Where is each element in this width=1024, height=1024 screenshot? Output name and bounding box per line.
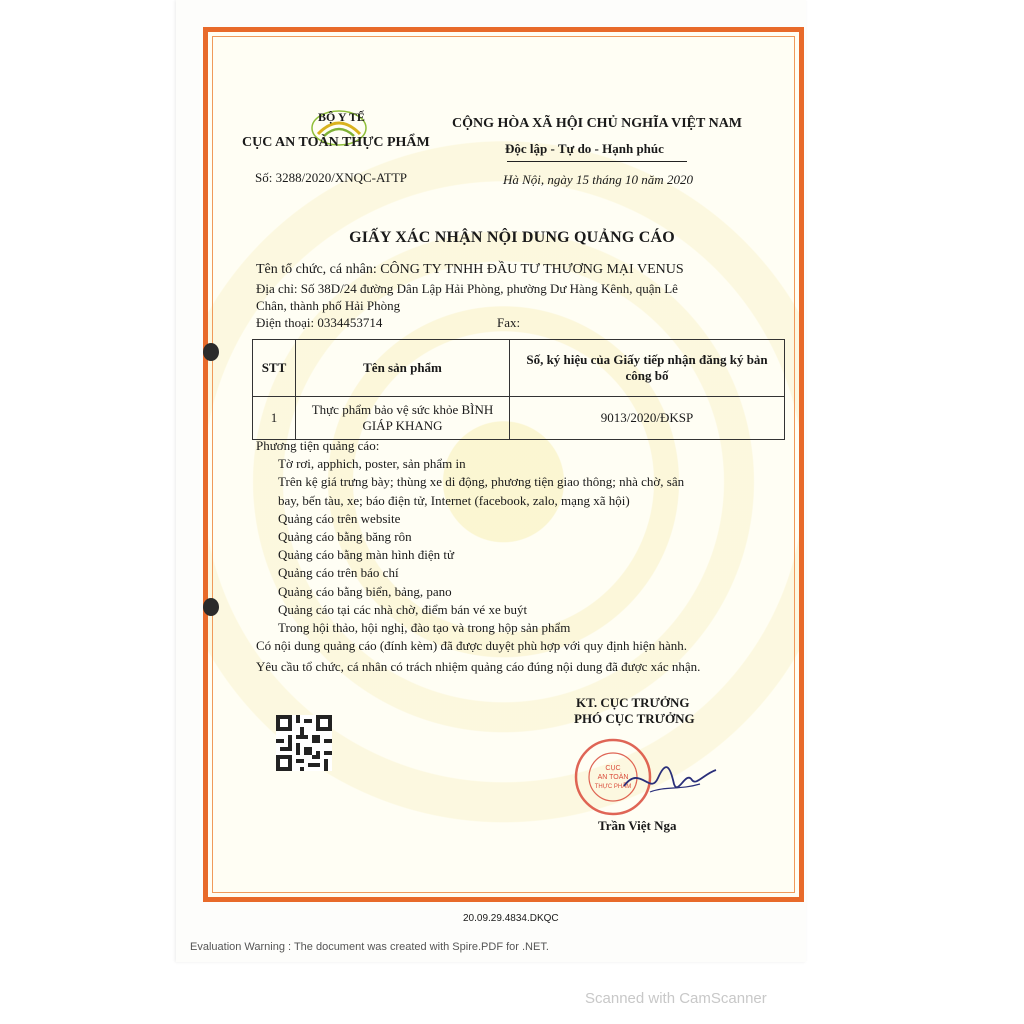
- evaluation-warning: Evaluation Warning : The document was created with Spire.PDF for .NET.: [190, 941, 549, 953]
- media-item: Quảng cáo trên website: [278, 510, 401, 526]
- issue-date: Hà Nội, ngày 15 tháng 10 năm 2020: [503, 172, 693, 187]
- signer-title-1: KT. CỤC TRƯỞNG: [576, 695, 690, 710]
- qr-code: [276, 715, 332, 771]
- organization-address-line1: Địa chỉ: Số 38D/24 đường Dân Lập Hải Phòng, phường Dư Hàng Kênh, quận Lê: [256, 281, 678, 296]
- cell-stt: 1: [253, 397, 296, 440]
- svg-text:THỰC PHẨM: THỰC PHẨM: [594, 784, 632, 790]
- product-table: [252, 339, 785, 440]
- signer-name: Trần Việt Nga: [598, 818, 677, 833]
- reference-code: 20.09.29.4834.DKQC: [463, 913, 559, 924]
- media-item: Quảng cáo bằng biển, bảng, pano: [278, 583, 452, 599]
- organization-phone: Điện thoại: 0334453714: [256, 315, 383, 330]
- table-header-row: [253, 340, 785, 397]
- organization-address-line2: Chân, thành phố Hải Phòng: [256, 298, 401, 313]
- media-section: [256, 437, 700, 677]
- media-heading: Phương tiện quảng cáo:: [256, 438, 380, 453]
- header-stt: STT: [253, 340, 296, 397]
- media-item: Quảng cáo bằng màn hình điện tử: [278, 547, 455, 563]
- svg-text:AN TOÀN: AN TOÀN: [597, 774, 629, 781]
- media-item: Tờ rơi, apphich, poster, sản phẩm in: [278, 456, 466, 472]
- scanner-watermark: Scanned with CamScanner: [585, 990, 767, 1007]
- punch-hole-bottom: [203, 598, 219, 616]
- media-item: Trong hội thảo, hội nghị, đào tạo và trong hộp sản phẩm: [278, 620, 571, 636]
- ministry-name: BỘ Y TẾ: [318, 110, 365, 124]
- approved-note: Có nội dung quảng cáo (đính kèm) đã được duyệt phù hợp với quy định hiện hành.: [256, 638, 687, 654]
- organization-fax: Fax:: [497, 315, 521, 330]
- media-item: Quảng cáo bằng băng rôn: [278, 529, 412, 545]
- national-motto: Độc lập - Tự do - Hạnh phúc: [505, 141, 664, 156]
- media-item: Quảng cáo trên báo chí: [278, 565, 399, 581]
- organization-name: Tên tổ chức, cá nhân: CÔNG TY TNHH ĐẦU TƯ THƯƠNG MẠI VENUS: [256, 262, 684, 277]
- country-name: CỘNG HÒA XÃ HỘI CHỦ NGHĨA VIỆT NAM: [452, 116, 743, 131]
- page-title: GIẤY XÁC NHẬN NỘI DUNG QUẢNG CÁO: [349, 229, 675, 246]
- document-number: Số: 3288/2020/XNQC-ATTP: [255, 170, 408, 185]
- cell-product: Thực phẩm bảo vệ sức khỏe BÌNH GIÁP KHANG: [296, 397, 510, 440]
- motto-underline: [507, 161, 687, 162]
- cell-registration: 9013/2020/ĐKSP: [510, 397, 785, 440]
- requirement-note: Yêu cầu tổ chức, cá nhân có trách nhiệm quảng cáo đúng nội dung đã được xác nhận.: [256, 659, 701, 675]
- handwritten-signature: [620, 756, 720, 806]
- signer-title-2: PHÓ CỤC TRƯỞNG: [574, 711, 695, 726]
- media-item: Quảng cáo tại các nhà chờ, điểm bán vé xe buýt: [278, 601, 528, 617]
- header-product: Tên sản phẩm: [296, 340, 510, 397]
- header-registration: Số, ký hiệu của Giấy tiếp nhận đăng ký bản công bố: [510, 340, 785, 397]
- agency-name: CỤC AN TOÀN THỰC PHẨM: [242, 135, 430, 150]
- media-item: Trên kệ giá trưng bày; thùng xe di động, phương tiện giao thông; nhà chờ, sân: [278, 474, 685, 490]
- punch-hole-top: [203, 343, 219, 361]
- svg-text:CỤC: CỤC: [605, 765, 621, 772]
- media-item: bay, bến tàu, xe; báo điện tử, Internet (facebook, zalo, mạng xã hội): [278, 492, 630, 508]
- table-row: [253, 397, 785, 440]
